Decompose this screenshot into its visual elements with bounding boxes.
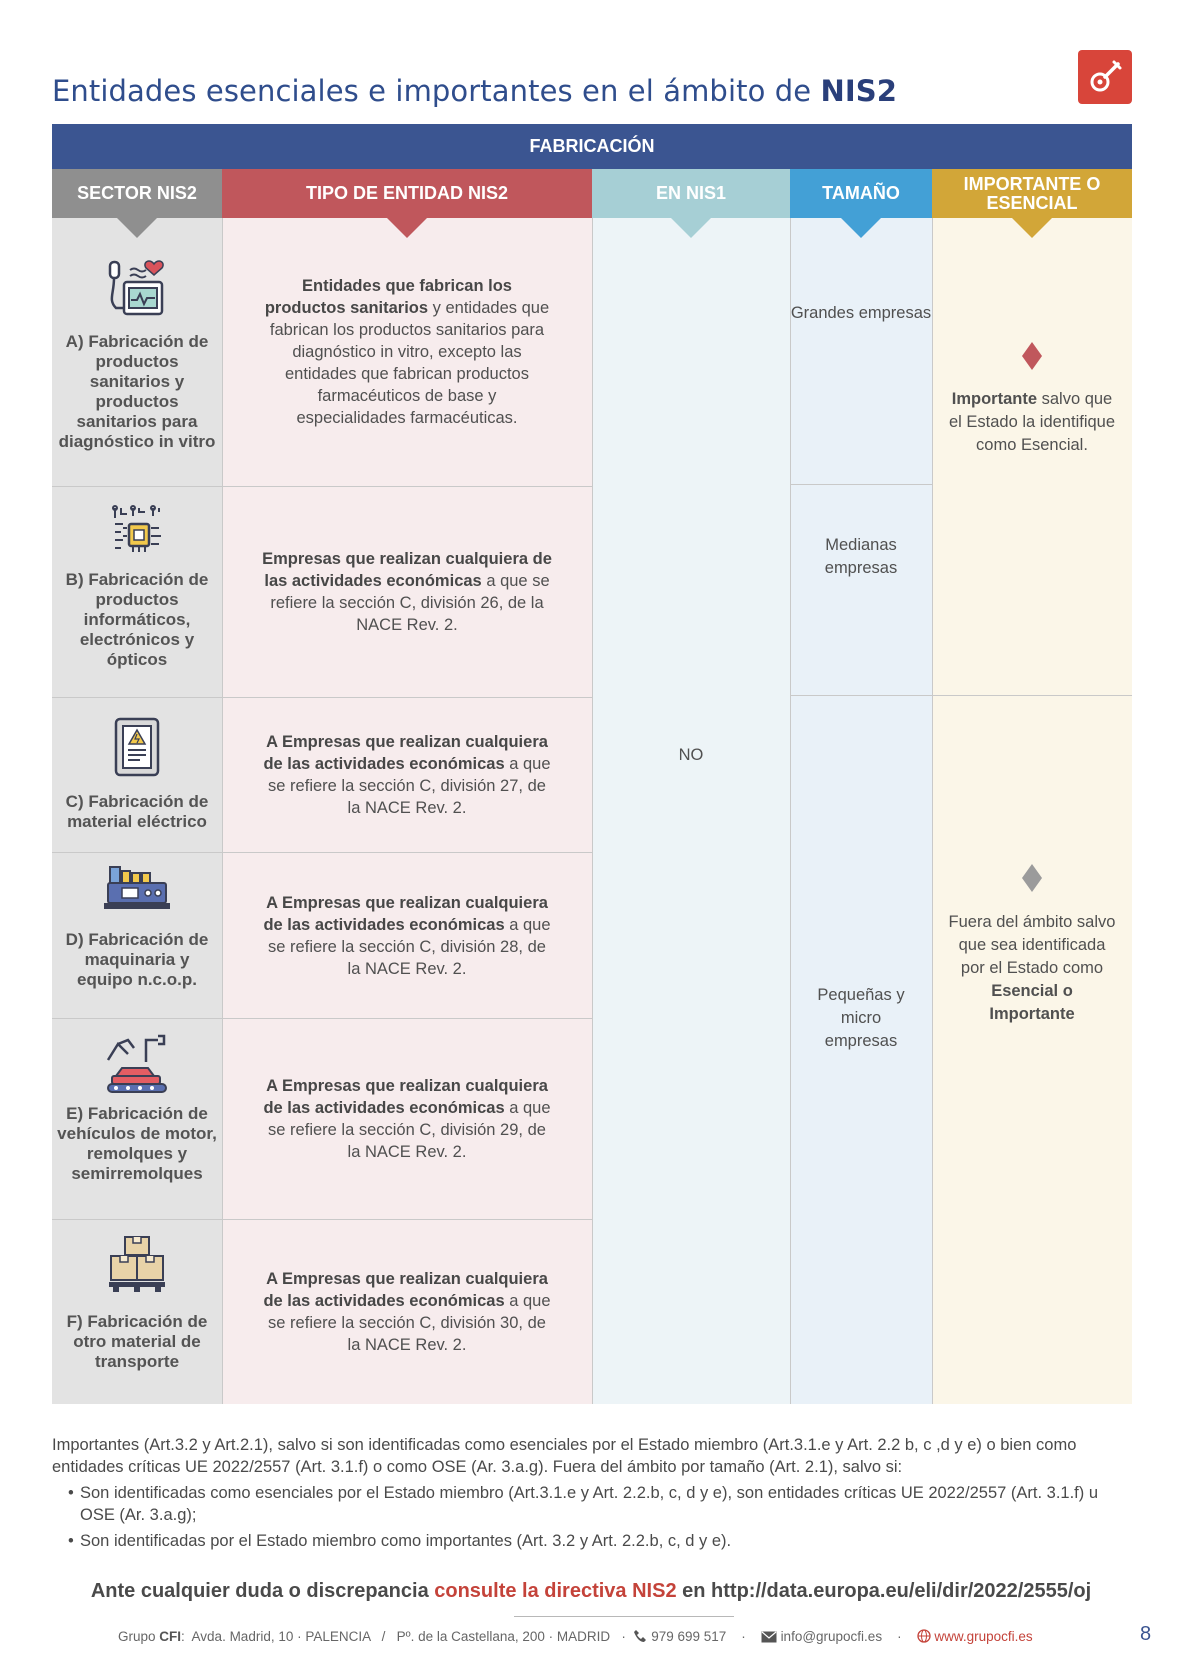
- notes-list: [52, 1482, 1132, 1552]
- nis1-value: NO: [678, 746, 704, 764]
- tamano-column-bg: [790, 218, 932, 1404]
- footer-phone[interactable]: 979 699 517: [651, 1629, 727, 1644]
- tipo-row-b: Empresas que realizan cualquiera de las actividades económicas a que se refiere la sección C, división 26, de la NACE Rev. 2.: [262, 550, 552, 634]
- tamano-grandes: Grandes empresas: [790, 304, 932, 322]
- directive-url[interactable]: en http://data.europa.eu/eli/dir/2022/2555/oj: [676, 1580, 1092, 1602]
- grupo-cfi-logo: [1078, 50, 1132, 104]
- sector-label: C) Fabricación de material eléctrico: [65, 792, 209, 831]
- diamond-red-icon: [1022, 342, 1042, 370]
- header-tamano: TAMAÑO: [790, 169, 932, 218]
- sector-row-e: [52, 1032, 222, 1184]
- tipo-row-c: A Empresas que realizan cualquiera de las actividades económicas a que se refiere la sección C, división 27, de la NACE Rev. 2.: [263, 733, 551, 817]
- car-assembly-icon: [102, 1032, 172, 1094]
- footer-separator: [514, 1616, 734, 1617]
- header-importante: IMPORTANTE O ESENCIAL: [932, 169, 1132, 218]
- machinery-icon: [104, 864, 170, 914]
- tipo-row-a: Entidades que fabrican los productos sanitarios y entidades que fabrican los productos sanitarios para diagnóstico in vitro, excepto las entidades que fabrican productos farmacéuticos de base y especialidades farmacéuticas.: [264, 277, 550, 427]
- notes-intro: Importantes (Art.3.2 y Art.2.1), salvo si son identificadas como esenciales por el Estado miembro (Art.3.1.e y Art. 2.2 b, c ,d y e) o bien como entidades críticas UE 2022/2557 (Art. 3.1.f) o como OSE (Ar. 3.a.g). Fuera del ámbito por tamaño (Art. 2.1), salvo si:: [52, 1436, 1077, 1476]
- sector-label: A) Fabricación de productos sanitarios y productos sanitarios para diagnóstico in vitro: [58, 332, 216, 451]
- header-sector: SECTOR NIS2: [52, 169, 222, 218]
- sector-row-a: [52, 254, 222, 452]
- sector-row-f: [52, 1234, 222, 1372]
- circuit-chip-icon: [109, 504, 165, 560]
- sector-row-b: [52, 504, 222, 670]
- medical-device-icon: [102, 254, 172, 324]
- importante-pequenas-text: Fuera del ámbito salvo que sea identificada por el Estado como Esencial o Importante: [948, 913, 1116, 1023]
- sector-row-d: [52, 864, 222, 990]
- header-tipo: TIPO DE ENTIDAD NIS2: [222, 169, 592, 218]
- mail-icon: [761, 1631, 777, 1643]
- page-title: Entidades esenciales e importantes en el ámbito de NIS2: [52, 74, 898, 108]
- globe-icon: [917, 1629, 931, 1643]
- sector-table: [52, 124, 1132, 1404]
- footer-email[interactable]: info@grupocfi.es: [780, 1629, 883, 1644]
- tipo-row-e: A Empresas que realizan cualquiera de las actividades económicas a que se refiere la sección C, división 29, de la NACE Rev. 2.: [263, 1077, 551, 1161]
- tamano-medianas: Medianas empresas: [824, 536, 898, 577]
- notes: [52, 1434, 1132, 1552]
- page-number: 8: [1140, 1623, 1152, 1645]
- sector-row-c: [52, 716, 222, 832]
- nis1-column-bg: [592, 218, 790, 1404]
- notes-bullet: • Son identificadas como esenciales por el Estado miembro (Art.3.1.e y Art. 2.2.b, c, d y e), son entidades críticas UE 2022/2557 (Art. 3.1.f) u OSE (Ar. 3.a.g);: [52, 1482, 1132, 1526]
- tamano-pequenas: Pequeñas y micro empresas: [817, 986, 905, 1050]
- band-fabricacion: FABRICACIÓN: [52, 124, 1132, 169]
- directive-cta: Ante cualquier duda o discrepancia consulte la directiva NIS2 en http://data.europa.eu/eli/dir/2022/2555/oj: [90, 1580, 1092, 1602]
- sector-label: F) Fabricación de otro material de transporte: [66, 1312, 208, 1371]
- boxes-pallet-icon: [107, 1234, 167, 1294]
- sector-label: B) Fabricación de productos informáticos, electrónicos y ópticos: [65, 570, 209, 669]
- footer: Grupo CFI: Avda. Madrid, 10 · PALENCIA / Pº. de la Castellana, 200 · MADRID · 979 699 517 · info@grupocfi.es · www.grupocfi.es: [118, 1629, 1033, 1644]
- sector-label: E) Fabricación de vehículos de motor, remolques y semirremolques: [57, 1104, 217, 1183]
- diamond-gray-icon: [1022, 864, 1042, 892]
- header-nis1: EN NIS1: [592, 169, 790, 218]
- directive-link[interactable]: consulte la directiva NIS2: [434, 1580, 677, 1602]
- tipo-row-d: A Empresas que realizan cualquiera de las actividades económicas a que se refiere la sección C, división 28, de la NACE Rev. 2.: [263, 893, 551, 978]
- sector-label: D) Fabricación de maquinaria y equipo n.c.o.p.: [65, 930, 209, 989]
- footer-web[interactable]: www.grupocfi.es: [934, 1629, 1033, 1644]
- electrical-panel-icon: [112, 716, 162, 778]
- importante-grandes-text: Importante salvo que el Estado la identifique como Esencial.: [948, 390, 1116, 454]
- notes-bullet: • Son identificadas por el Estado miembro como importantes (Art. 3.2 y Art. 2.2.b, c, d y e).: [52, 1530, 1132, 1552]
- guitar-logo-icon: [1078, 50, 1132, 104]
- tipo-row-f: A Empresas que realizan cualquiera de las actividades económicas a que se refiere la sección C, división 30, de la NACE Rev. 2.: [263, 1270, 551, 1354]
- phone-icon: [633, 1629, 647, 1643]
